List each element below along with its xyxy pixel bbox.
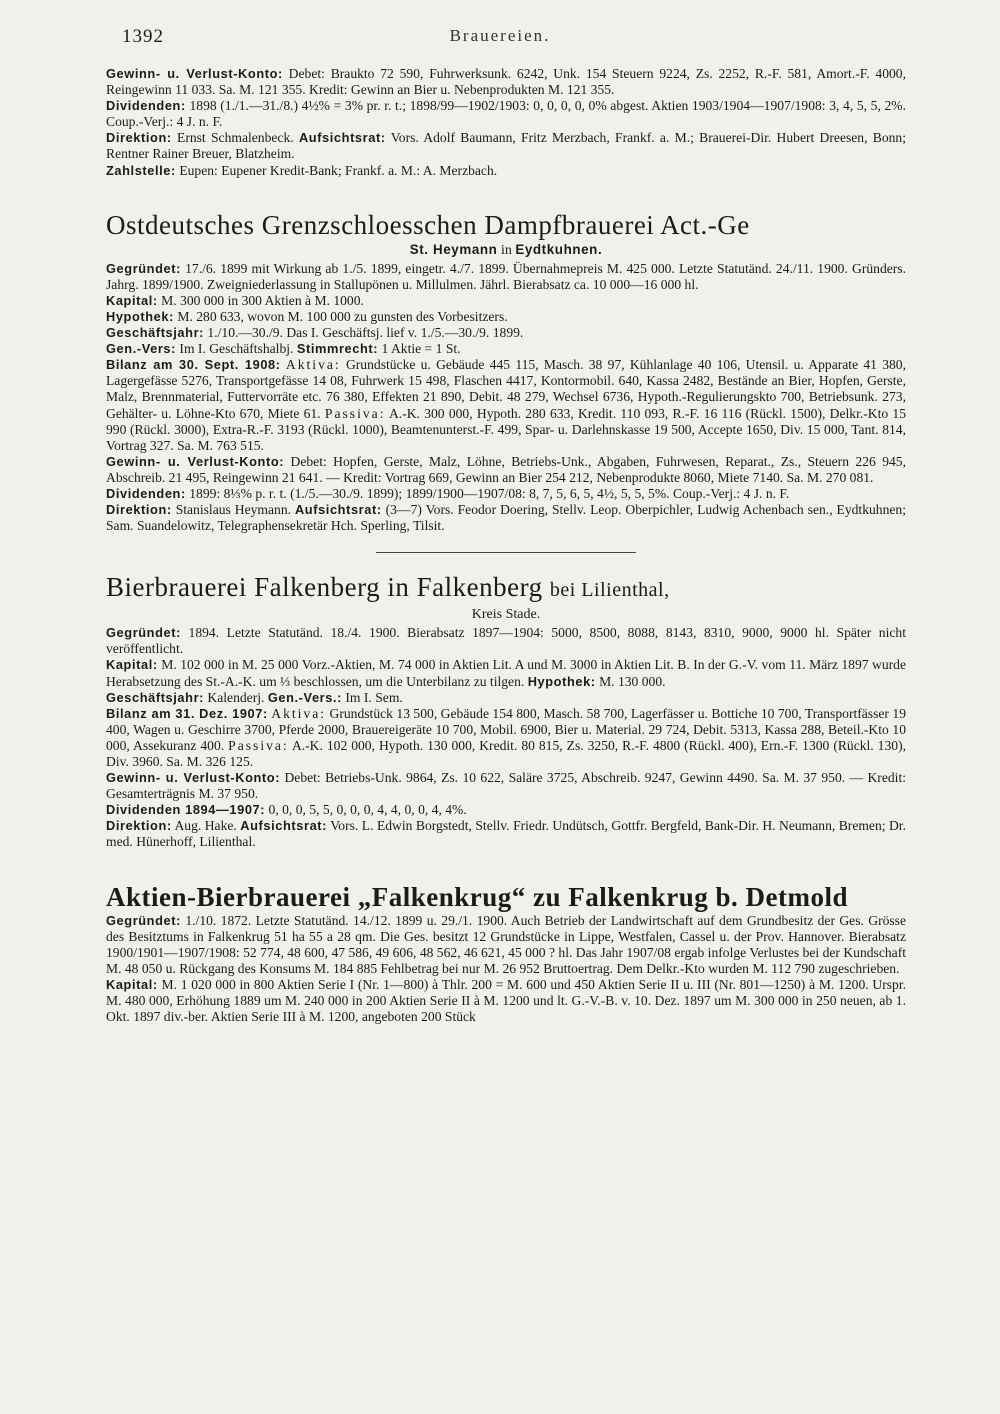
- gegruendet-paragraph: [106, 625, 906, 657]
- section-label: Zahlstelle:: [106, 162, 176, 178]
- text-column: [106, 66, 906, 1025]
- section-divider: [376, 552, 636, 553]
- section-label: Geschäftsjahr:: [106, 325, 205, 341]
- entry-title-suffix: b. Detmold: [715, 881, 849, 912]
- entry-ostdeutsches-grenzschloesschen: [106, 209, 906, 535]
- section-text: 17./6. 1899 mit Wirkung ab 1./5. 1899, eingetr. 4./7. 1899. Übernahmepreis M. 425 000. Letzte Statutänd. 24./11. 1900. Gründers. Jahrg. 1899/1900. Zweigniederlassung in Stallupönen u. Millulmen. Jährl. Bierabsatz ca. 10 000—16 000 hl.: [106, 260, 906, 292]
- section-label: Aufsichtsrat:: [294, 502, 382, 518]
- running-title: Brauereien.: [449, 26, 551, 45]
- location-in: in: [500, 242, 512, 258]
- owner-name: St. Heymann: [409, 241, 498, 257]
- spacer: [106, 851, 906, 881]
- section-label: Direktion:: [106, 130, 172, 146]
- section-text: A.-K. 300 000, Hypoth. 280 633, Kredit. 110 093, R.-F. 16 116 (Rückl. 1500), Delkr.-Kto 15 990 (Rückl. 3000), Extra-R.-F. 3193 (Rückl. 1000), Beamtenunterst.-F. 499, Spar- u. Darlehnskasse 19 500, Accepte 1650, Div. 15 000, Tant. 814, Vortrag 327. Sa. M. 763 515.: [106, 405, 907, 453]
- section-label: Stimmrecht:: [296, 341, 379, 357]
- entry-title-main: Aktien-Bierbrauerei „Falkenkrug“ zu Falkenkrug: [106, 881, 709, 912]
- entry-title: [106, 571, 906, 606]
- gewinn-verlust-paragraph: [106, 66, 906, 98]
- section-text: Debet: Betriebs-Unk. 9864, Zs. 10 622, Saläre 3725, Abschreib. 9247, Gewinn 4490. Sa. M. 37 950. — Kredit: Gesamterträgnis M. 37 950.: [106, 770, 906, 802]
- section-label: Kapital:: [106, 292, 158, 308]
- hypothek-paragraph: [106, 309, 906, 325]
- section-text: Debet: Hopfen, Gerste, Malz, Löhne, Betriebs-Unk., Abgaben, Fuhrwesen, Reparat., Zs., Steuern 226 945, Abschreib. 21 495, Reingewinn 21 641. — Kredit: Vortrag 669, Gewinn an Bier 254 212, Nebenprodukte 8060, Miete 7140. Sa. M. 270 081.: [106, 453, 906, 485]
- entry-previous: [106, 66, 906, 179]
- location-place: Eydtkuhnen.: [515, 241, 603, 257]
- section-label: Gewinn- u. Verlust-Konto:: [106, 453, 285, 469]
- section-text: Grundstücke u. Gebäude 445 115, Masch. 38 97, Kühlanlage 40 106, Utensil. u. Apparate 41 380, Lagergefässe 5276, Transportgefässe 14 08, Fuhrwerk 15 498, Flaschen 4417, Kontormobil. 640, Kassa 2482, Bestände an Bier, Hopfen, Gerste, Malz, Brennmaterial, Futtervorräte etc. 76 380, Effekten 21 890, Debit. 48 279, Wechsel 6736, Hypoth.-Regulierungskto 700, Betriebsunk. 273, Gehälter- u. Löhne-Kto 670, Miete 61.: [106, 357, 906, 421]
- section-text: 1898 (1./1.—31./8.) 4½% = 3% pr. r. t.; 1898/99—1902/1903: 0, 0, 0, 0, 0% abgest. Aktien 1903/1904—1907/1908: 3, 4, 5, 5, 2%. Coup.-Verj.: 4 J. n. F.: [106, 98, 906, 130]
- section-text: 1894. Letzte Statutänd. 18./4. 1900. Bierabsatz 1897—1904: 5000, 8500, 8088, 8143, 8310, 9000, 9000 hl. Später nicht veröffentlicht.: [106, 625, 906, 657]
- entry-location: [106, 241, 906, 259]
- section-text: M. 280 633, wovon M. 100 000 zu gunsten des Vorbesitzers.: [177, 308, 508, 324]
- direktion-paragraph: [106, 130, 906, 162]
- gegruendet-paragraph: [106, 913, 906, 977]
- spacer: [106, 179, 906, 209]
- dividenden-paragraph: [106, 486, 906, 502]
- section-label: Gewinn- u. Verlust-Konto:: [106, 770, 281, 786]
- section-label: Aufsichtsrat:: [298, 130, 386, 146]
- section-text: (3—7) Vors. Feodor Doering, Stellv. Leop. Oberpichler, Ludwig Achenbach sen., Eydtkuhnen; Sam. Suandelowitz, Telegraphensekretär Hch. Sperling, Tilsit.: [106, 502, 906, 534]
- section-text: Aug. Hake.: [174, 818, 237, 834]
- gegruendet-paragraph: [106, 261, 906, 293]
- aktiva-label: Aktiva:: [271, 705, 327, 721]
- kapital-paragraph: [106, 977, 906, 1025]
- page-number: 1392: [122, 26, 164, 47]
- entry-title: Ostdeutsches Grenzschloesschen Dampfbrauerei Act.-Ge: [106, 209, 750, 240]
- section-text: A.-K. 102 000, Hypoth. 130 000, Kredit. 80 815, Zs. 3250, R.-F. 4800 (Rückl. 400), Ern.-F. 1300 (Rückl. 130), Div. 3960. Sa. M. 326 125.: [106, 737, 906, 769]
- section-label: Dividenden 1894—1907:: [106, 802, 266, 818]
- direktion-paragraph: [106, 502, 906, 534]
- section-label: Hypothek:: [527, 673, 596, 689]
- entry-title-main: Bierbrauerei Falkenberg in Falkenberg: [106, 572, 543, 603]
- aktiva-label: Aktiva:: [285, 357, 341, 373]
- section-text: Eupen: Eupener Kredit-Bank; Frankf. a. M.: A. Merzbach.: [179, 162, 498, 178]
- section-text: M. 102 000 in M. 25 000 Vorz.-Aktien, M. 74 000 in Aktien Lit. A und M. 3000 in Aktien Lit. B. In der G.-V. vom 11. März 1897 wurde Herabsetzung des St.-A.-K. um ⅓ beschlossen, um die Unterbilanz zu tilgen.: [106, 657, 906, 689]
- section-label: Kapital:: [106, 657, 158, 673]
- section-text: Stanislaus Heymann.: [175, 502, 292, 518]
- passiva-label: Passiva:: [324, 405, 386, 421]
- section-label: Gen.-Vers.:: [267, 689, 342, 705]
- section-text: Vors. L. Edwin Borgstedt, Stellv. Friedr. Undütsch, Gottfr. Bergfeld, Bank-Dir. H. Neumann, Bremen; Dr. med. Hünerhoff, Lilienthal.: [106, 818, 906, 850]
- page-edge-shadow: [930, 0, 1000, 1414]
- bilanz-paragraph: [106, 357, 906, 454]
- section-label: Dividenden:: [106, 98, 186, 114]
- dividenden-paragraph: [106, 98, 906, 130]
- section-label: Gegründet:: [106, 260, 181, 276]
- section-label: Direktion:: [106, 818, 172, 834]
- section-text: 1./10.—30./9. Das I. Geschäftsj. lief v. 1./5.—30./9. 1899.: [207, 325, 524, 341]
- gewinn-verlust-paragraph: [106, 454, 906, 486]
- section-label: Gegründet:: [106, 912, 181, 928]
- dividenden-paragraph: [106, 802, 906, 818]
- passiva-label: Passiva:: [228, 737, 289, 753]
- section-label: Hypothek:: [106, 308, 174, 324]
- entry-title: [106, 881, 906, 913]
- section-text: M. 1 020 000 in 800 Aktien Serie I (Nr. 1—800) à Thlr. 200 = M. 600 und 450 Aktien Serie II u. III (Nr. 801—1250) à M. 1200. Urspr. M. 480 000, Erhöhung 1889 um M. 240 000 in 200 Aktien Serie II à M. 1200 und lt. G.-V.-B. v. 10. Dez. 1897 um M. 300 000 in 250 neuen, ab 1. Okt. 1897 div.-ber. Aktien Serie III à M. 1200, angeboten 200 Stück: [106, 976, 906, 1025]
- section-text: Im I. Geschäftshalbj.: [179, 341, 294, 357]
- entry-bierbrauerei-falkenberg: [106, 571, 906, 850]
- gewinn-verlust-paragraph: [106, 770, 906, 802]
- zahlstelle-paragraph: [106, 163, 906, 179]
- entry-aktien-bierbrauerei-falkenkrug: [106, 881, 906, 1026]
- section-label: Gen.-Vers:: [106, 341, 177, 357]
- section-text: Kalenderj.: [207, 689, 265, 705]
- section-text: Ernst Schmalenbeck.: [177, 130, 294, 146]
- geschaeftsjahr-paragraph: [106, 325, 906, 341]
- section-text: Im I. Sem.: [345, 689, 403, 705]
- section-label: Geschäftsjahr:: [106, 689, 205, 705]
- section-text: Grundstück 13 500, Gebäude 154 800, Masch. 58 700, Lagerfässer u. Bottiche 10 700, Transportfässer 19 400, Wagen u. Geschirre 3700, Pferde 2000, Brauereigeräte 10 700, Mobil. 6900, Bier u. Material. 29 724, Debit. 5313, Kassa 288, Beteil.-Kto 10 000, Assekuranz 400.: [106, 705, 906, 753]
- kapital-paragraph: [106, 657, 906, 689]
- section-text: 0, 0, 0, 5, 5, 0, 0, 0, 4, 4, 0, 0, 4, 4%.: [268, 802, 467, 818]
- gen-vers-paragraph: [106, 341, 906, 357]
- geschaeftsjahr-paragraph: [106, 690, 906, 706]
- section-text: 1./10. 1872. Letzte Statutänd. 14./12. 1899 u. 29./1. 1900. Auch Betrieb der Landwirtschaft auf dem Grundbesitz der Ges. Grösse des Besitztums in Falkenkrug 51 ha 55 a 28 qm. Die Ges. besitzt 12 Grundstücke in Lippe, Westfalen, Cassel u. der Prov. Hannover. Bierabsatz 1900/1901—1907/1908: 52 774, 48 600, 47 586, 49 606, 48 562, 46 621, 45 000 ? hl. Das Jahr 1907/08 ergab infolge Verlustes bei der Kundschaft M. 48 050 u. Rückgang des Konsums M. 184 885 Fehlbetrag bei nur M. 26 952 Bruttoertrag. Dem Delkr.-Kto wurden M. 112 790 zugeschrieben.: [106, 912, 907, 976]
- section-text: 1 Aktie = 1 St.: [381, 341, 461, 357]
- running-head: [0, 26, 1000, 56]
- section-label: Aufsichtsrat:: [240, 818, 328, 834]
- direktion-paragraph: [106, 818, 906, 850]
- section-label: Gewinn- u. Verlust-Konto:: [106, 66, 283, 81]
- bilanz-paragraph: [106, 706, 906, 770]
- section-label: Gegründet:: [106, 625, 181, 641]
- entry-subtitle: Kreis Stade.: [471, 607, 541, 623]
- section-text: M. 300 000 in 300 Aktien à M. 1000.: [161, 292, 364, 308]
- section-label: Direktion:: [106, 502, 172, 518]
- entry-title-suffix: bei Lilienthal,: [549, 579, 670, 602]
- section-text: Debet: Braukto 72 590, Fuhrwerksunk. 6242, Unk. 154 Steuern 9224, Zs. 2252, R.-F. 581, Amort.-F. 4000, Reingewinn 11 033. Sa. M. 121 355. Kredit: Gewinn an Bier u. Nebenprodukten M. 121 355.: [106, 66, 906, 98]
- section-text: 1899: 8⅓% p. r. t. (1./5.—30./9. 1899); 1899/1900—1907/08: 8, 7, 5, 6, 5, 4½, 5, 5, 5%. Coup.-Verj.: 4 J. n. F.: [189, 485, 790, 501]
- section-label: Kapital:: [106, 976, 158, 992]
- section-label: Bilanz am 30. Sept. 1908:: [106, 357, 281, 373]
- section-label: Bilanz am 31. Dez. 1907:: [106, 705, 268, 721]
- section-label: Dividenden:: [106, 485, 186, 501]
- section-text: M. 130 000.: [599, 673, 666, 689]
- section-text: Vors. Adolf Baumann, Fritz Merzbach, Frankf. a. M.; Brauerei-Dir. Hubert Dreesen, Bonn; Rentner Rainer Breuer, Blatzheim.: [106, 130, 906, 162]
- kapital-paragraph: [106, 293, 906, 309]
